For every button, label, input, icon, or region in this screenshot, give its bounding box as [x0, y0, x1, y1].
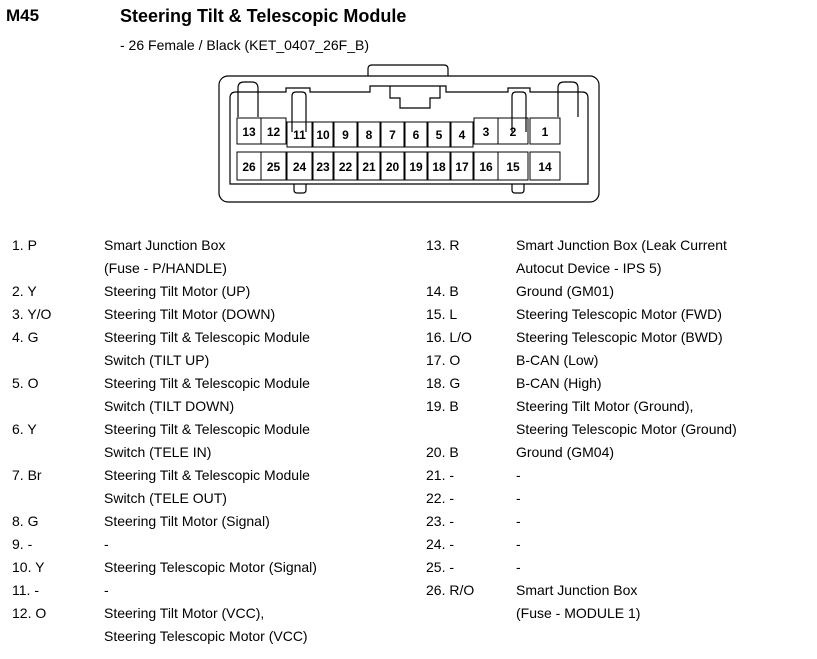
connector-housing	[219, 76, 599, 202]
pin-description: Steering Tilt & Telescopic Module	[104, 421, 310, 437]
pin-label: 10. Y	[12, 559, 45, 575]
pin-number-23: 23	[316, 160, 330, 174]
connector-left-post	[238, 82, 258, 117]
connector-title: Steering Tilt & Telescopic Module	[120, 6, 407, 26]
pin-number-15: 15	[506, 160, 520, 174]
pin-number-5: 5	[435, 128, 443, 142]
pin-description: Ground (GM04)	[516, 444, 615, 460]
pin-label: 6. Y	[12, 421, 37, 437]
pin-number-25: 25	[266, 160, 281, 174]
pin-description: Steering Tilt Motor (DOWN)	[104, 306, 276, 322]
pin-number-1: 1	[541, 125, 549, 139]
pin-description: (Fuse - P/HANDLE)	[104, 260, 227, 276]
connector-subtitle: - 26 Female / Black (KET_0407_26F_B)	[120, 37, 370, 53]
connector-code: M45	[6, 6, 40, 25]
pin-label: 18. G	[426, 375, 461, 391]
pin-label: 12. O	[12, 605, 47, 621]
pin-description: Ground (GM01)	[516, 283, 615, 299]
pin-description: Steering Telescopic Motor (VCC)	[104, 628, 308, 644]
pin-description: -	[516, 490, 521, 506]
pin-number-13: 13	[242, 125, 256, 139]
pin-label: 16. L/O	[426, 329, 472, 345]
pin-number-9: 9	[342, 128, 349, 142]
pin-description: -	[516, 536, 521, 552]
pin-description: Steering Tilt Motor (Ground),	[516, 398, 694, 414]
pin-label: 20. B	[426, 444, 459, 460]
pin-description: B-CAN (High)	[516, 375, 602, 391]
pin-number-14: 14	[538, 160, 552, 174]
pin-description: Smart Junction Box	[104, 237, 226, 253]
pin-description: Switch (TILT UP)	[104, 352, 210, 368]
pin-description: Autocut Device - IPS 5)	[516, 260, 662, 276]
connector-latch-tab	[368, 65, 448, 76]
pin-label: 24. -	[426, 536, 455, 552]
pin-number-26: 26	[242, 160, 256, 174]
pin-number-16: 16	[479, 160, 493, 174]
pin-description: -	[104, 536, 109, 552]
pin-label: 13. R	[426, 237, 460, 253]
pin-number-10: 10	[316, 128, 330, 142]
pin-label: 15. L	[426, 306, 458, 322]
pin-number-8: 8	[365, 128, 373, 142]
connector-right-post	[558, 82, 578, 117]
pin-label: 9. -	[12, 536, 33, 552]
pin-number-19: 19	[409, 160, 423, 174]
pin-label: 2. Y	[12, 283, 37, 299]
pin-description: Steering Tilt Motor (VCC),	[104, 605, 265, 621]
pin-description: B-CAN (Low)	[516, 352, 599, 368]
pin-label: 8. G	[12, 513, 39, 529]
pin-label: 3. Y/O	[12, 306, 52, 322]
pin-description: Steering Tilt & Telescopic Module	[104, 329, 310, 345]
pin-number-2: 2	[509, 125, 517, 139]
pin-label: 5. O	[12, 375, 39, 391]
connector-post-11	[292, 92, 306, 132]
pin-number-17: 17	[455, 160, 469, 174]
pin-description: -	[516, 467, 521, 483]
pin-description: Steering Tilt Motor (Signal)	[104, 513, 270, 529]
pin-number-3: 3	[482, 125, 490, 139]
pin-label: 7. Br	[12, 467, 42, 483]
pin-label: 25. -	[426, 559, 455, 575]
pin-label: 4. G	[12, 329, 39, 345]
pin-number-20: 20	[385, 160, 400, 174]
pin-description: Steering Tilt & Telescopic Module	[104, 375, 310, 391]
pin-description: Steering Telescopic Motor (FWD)	[516, 306, 722, 322]
pin-label: 11. -	[12, 582, 39, 598]
pin-label: 26. R/O	[426, 582, 475, 598]
pin-label: 19. B	[426, 398, 459, 414]
pin-description: (Fuse - MODULE 1)	[516, 605, 641, 621]
connector-bottom-tab-right	[512, 184, 524, 193]
pin-label: 21. -	[426, 467, 455, 483]
pin-number-12: 12	[266, 125, 281, 139]
pin-number-22: 22	[338, 160, 353, 174]
pin-description: Steering Telescopic Motor (Ground)	[516, 421, 737, 437]
pin-number-11: 11	[293, 128, 306, 142]
pin-number-18: 18	[432, 160, 446, 174]
pin-label: 1. P	[12, 237, 37, 253]
pin-description: Steering Telescopic Motor (Signal)	[104, 559, 317, 575]
pin-number-6: 6	[412, 128, 420, 142]
pin-description: Switch (TELE OUT)	[104, 490, 227, 506]
connector-bottom-tab-left	[294, 184, 306, 193]
pin-description: -	[516, 513, 521, 529]
pin-label: 22. -	[426, 490, 455, 506]
pin-description: Steering Tilt & Telescopic Module	[104, 467, 310, 483]
pin-label: 14. B	[426, 283, 459, 299]
pin-number-24: 24	[292, 160, 307, 174]
pin-label: 23. -	[426, 513, 455, 529]
pin-description: -	[104, 582, 109, 598]
pin-description: Switch (TILT DOWN)	[104, 398, 235, 414]
pin-description: Steering Tilt Motor (UP)	[104, 283, 251, 299]
pin-number-21: 21	[362, 160, 376, 174]
pin-description: Steering Telescopic Motor (BWD)	[516, 329, 723, 345]
pin-description: Smart Junction Box (Leak Current	[516, 237, 727, 253]
connector-center-key	[390, 86, 440, 108]
pin-description: Smart Junction Box	[516, 582, 638, 598]
pin-number-4: 4	[458, 128, 466, 142]
pin-description: Switch (TELE IN)	[104, 444, 212, 460]
connector-diagram	[218, 62, 602, 204]
pin-description: -	[516, 559, 521, 575]
pin-label: 17. O	[426, 352, 461, 368]
pin-number-7: 7	[389, 128, 396, 142]
